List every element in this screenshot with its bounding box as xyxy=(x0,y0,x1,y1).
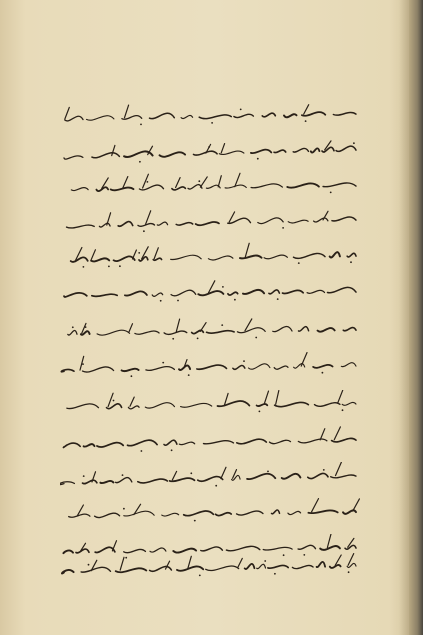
ink-dot xyxy=(177,300,179,302)
ink-stroke xyxy=(124,511,154,516)
ink-stroke xyxy=(332,217,356,221)
ink-stroke xyxy=(100,481,113,483)
ink-dot xyxy=(257,158,259,160)
ink-dot xyxy=(190,472,192,474)
ink-stroke xyxy=(269,290,280,294)
ink-ascender xyxy=(336,462,342,476)
ink-dot xyxy=(353,142,355,144)
ink-dot xyxy=(143,230,145,232)
ink-dot xyxy=(72,326,74,328)
ink-dot xyxy=(259,411,261,413)
ink-ascender xyxy=(176,319,179,332)
ink-stroke xyxy=(164,331,187,334)
ink-stroke xyxy=(97,330,130,335)
ink-stroke xyxy=(125,291,147,295)
ink-stroke xyxy=(192,330,204,333)
ink-stroke xyxy=(83,480,97,484)
handwriting-strokes xyxy=(60,462,360,492)
ink-stroke xyxy=(315,403,340,407)
ink-dot xyxy=(221,324,223,326)
ink-stroke xyxy=(171,290,196,296)
ink-stroke xyxy=(139,257,148,261)
ink-stroke xyxy=(263,547,292,550)
ink-stroke xyxy=(237,328,265,333)
ink-dot xyxy=(140,124,142,126)
ink-stroke xyxy=(150,113,175,118)
ink-ascender xyxy=(154,248,158,259)
ink-stroke xyxy=(162,513,179,516)
ink-dot xyxy=(122,474,124,476)
ink-ascender xyxy=(123,177,128,189)
ink-ascender xyxy=(130,397,134,406)
ink-ascender xyxy=(301,353,307,367)
ink-stroke xyxy=(302,112,325,116)
ink-stroke xyxy=(331,475,356,478)
ink-stroke xyxy=(317,562,326,567)
ink-stroke xyxy=(237,439,266,444)
ink-ascender xyxy=(120,557,124,570)
ink-ascender xyxy=(245,243,249,257)
ink-stroke xyxy=(273,327,292,332)
ink-dot xyxy=(85,326,87,328)
ink-ascender xyxy=(218,176,221,187)
ink-stroke xyxy=(318,328,335,332)
ink-stroke xyxy=(95,513,120,517)
ink-stroke xyxy=(219,151,244,154)
ink-dot xyxy=(323,469,325,471)
book-spine xyxy=(409,0,423,635)
ink-stroke xyxy=(322,147,334,152)
ink-dot xyxy=(88,564,90,566)
ink-stroke xyxy=(270,440,291,443)
ink-stroke xyxy=(343,510,356,514)
ink-ascender xyxy=(264,391,268,404)
ink-stroke xyxy=(262,113,275,117)
ink-ascender xyxy=(335,555,341,566)
ink-stroke xyxy=(84,444,95,447)
ink-stroke xyxy=(245,564,255,569)
ink-ascender xyxy=(176,178,181,188)
ink-dot xyxy=(138,252,140,254)
ink-stroke xyxy=(249,364,270,369)
ink-ascender xyxy=(188,556,192,568)
ink-stroke xyxy=(333,113,356,116)
ink-stroke xyxy=(146,367,175,371)
ink-dot xyxy=(160,300,162,302)
ink-dot xyxy=(342,409,344,411)
ink-dot xyxy=(243,360,245,362)
ink-ascender xyxy=(353,499,360,511)
ink-stroke xyxy=(145,403,174,408)
ink-ascender xyxy=(91,250,95,260)
ink-ascender xyxy=(146,211,151,224)
ink-stroke xyxy=(99,223,110,227)
ink-stroke xyxy=(240,256,262,259)
ink-stroke xyxy=(298,545,315,549)
ink-stroke xyxy=(233,365,245,369)
ink-ascender xyxy=(320,429,325,440)
ink-stroke xyxy=(68,330,77,335)
ink-stroke xyxy=(171,255,202,259)
ink-stroke xyxy=(69,514,90,517)
ink-ascender xyxy=(334,427,340,440)
ink-stroke xyxy=(92,153,120,158)
ink-stroke xyxy=(208,256,233,260)
ink-ascender xyxy=(338,390,343,403)
ink-dot xyxy=(234,299,236,301)
ink-dot xyxy=(171,449,173,451)
ink-dot xyxy=(298,262,300,264)
ink-stroke xyxy=(114,256,135,261)
ink-stroke xyxy=(247,474,275,479)
handwriting-strokes xyxy=(60,390,360,420)
handwriting-strokes xyxy=(60,352,360,382)
ink-stroke xyxy=(294,364,305,369)
ink-stroke xyxy=(293,148,308,152)
handwriting-strokes xyxy=(60,498,360,528)
ink-dot xyxy=(240,109,242,111)
ink-stroke xyxy=(342,402,356,405)
ink-stroke xyxy=(67,225,95,228)
handwriting-strokes xyxy=(60,136,360,166)
manuscript-line xyxy=(60,426,360,456)
ink-stroke xyxy=(196,222,219,225)
ink-dot xyxy=(350,261,352,263)
ink-stroke xyxy=(138,479,168,483)
ink-stroke xyxy=(188,185,202,189)
ink-stroke xyxy=(284,114,297,117)
ink-stroke xyxy=(206,566,239,570)
ink-stroke xyxy=(268,565,288,568)
ink-stroke xyxy=(116,478,132,483)
ink-stroke xyxy=(328,287,357,292)
ink-ascender xyxy=(312,499,319,512)
ink-stroke xyxy=(111,188,134,191)
ink-stroke xyxy=(308,473,328,478)
ink-ascender xyxy=(327,534,331,548)
ink-dot xyxy=(267,471,269,473)
ink-dot xyxy=(208,146,210,148)
ink-stroke xyxy=(83,367,114,372)
ink-stroke xyxy=(257,564,266,568)
ink-stroke xyxy=(198,291,223,295)
ink-stroke xyxy=(194,151,218,155)
handwriting-strokes xyxy=(60,278,360,308)
ink-stroke xyxy=(298,439,327,443)
ink-stroke xyxy=(251,184,282,188)
gutter-shadow xyxy=(399,0,409,635)
ink-dot xyxy=(282,227,284,229)
ink-stroke xyxy=(226,546,259,550)
ink-ascender xyxy=(221,144,224,153)
ink-dot xyxy=(274,573,276,575)
ink-stroke xyxy=(87,116,114,121)
ink-dot xyxy=(83,266,85,268)
handwriting-strokes xyxy=(60,316,360,346)
ink-stroke xyxy=(160,152,186,156)
ink-dot xyxy=(131,375,133,377)
ink-stroke xyxy=(181,403,212,407)
ink-stroke xyxy=(237,511,263,515)
ink-dot xyxy=(119,265,121,267)
ink-stroke xyxy=(288,511,301,514)
ink-stroke xyxy=(228,292,238,295)
ink-stroke xyxy=(67,404,99,409)
ink-stroke xyxy=(299,327,309,332)
ink-stroke xyxy=(97,443,123,447)
ink-dot xyxy=(123,508,125,510)
manuscript-line xyxy=(60,498,360,528)
ink-stroke xyxy=(64,156,83,159)
ink-stroke xyxy=(294,253,326,258)
manuscript-line xyxy=(60,552,360,582)
ink-dot xyxy=(147,181,149,183)
ink-stroke xyxy=(308,510,337,513)
ink-ascender xyxy=(245,319,252,331)
ink-stroke xyxy=(164,440,177,445)
ink-dot xyxy=(277,298,279,300)
handwriting-strokes xyxy=(60,552,360,582)
ink-stroke xyxy=(323,183,356,187)
manuscript-line xyxy=(60,100,360,130)
ink-ascender xyxy=(129,324,133,333)
ink-stroke xyxy=(181,115,193,118)
ink-stroke xyxy=(198,477,223,482)
ink-dot xyxy=(211,122,213,124)
ink-stroke xyxy=(258,218,283,224)
ink-stroke xyxy=(272,510,280,514)
ink-ascender xyxy=(133,250,137,259)
ink-dot xyxy=(322,372,324,374)
ink-stroke xyxy=(81,567,110,572)
ink-ascender xyxy=(80,356,84,370)
manuscript-line xyxy=(60,390,360,420)
ink-stroke xyxy=(150,566,172,571)
ink-stroke xyxy=(345,545,356,549)
ink-ascender xyxy=(112,145,115,155)
ink-dot xyxy=(222,286,224,288)
ink-stroke xyxy=(307,290,324,293)
ink-stroke xyxy=(135,331,159,334)
manuscript-line xyxy=(60,462,360,492)
ink-stroke xyxy=(184,511,214,516)
ink-stroke xyxy=(152,293,163,296)
ink-dot xyxy=(199,575,201,577)
ink-ascender xyxy=(65,107,69,119)
ink-stroke xyxy=(282,474,301,479)
ink-dot xyxy=(113,400,115,402)
ink-ascender xyxy=(225,393,229,405)
ink-stroke xyxy=(122,369,139,371)
ink-stroke xyxy=(314,218,328,222)
ink-stroke xyxy=(341,363,356,367)
handwritten-text-block xyxy=(60,100,360,570)
ink-dot xyxy=(194,520,196,522)
ink-dot xyxy=(264,560,266,562)
ink-stroke xyxy=(157,222,167,225)
ink-stroke xyxy=(243,290,264,294)
ink-stroke xyxy=(64,293,87,297)
ink-stroke xyxy=(274,150,286,153)
manuscript-line xyxy=(60,206,360,236)
ink-stroke xyxy=(65,116,83,121)
ink-ascender xyxy=(108,393,113,406)
ink-stroke xyxy=(288,220,308,223)
ink-ascender xyxy=(125,105,129,118)
ink-stroke xyxy=(311,148,320,152)
handwriting-strokes xyxy=(60,242,360,272)
ink-dot xyxy=(348,571,350,573)
ink-stroke xyxy=(60,482,74,485)
handwriting-strokes xyxy=(60,206,360,236)
ink-stroke xyxy=(128,440,158,446)
ink-stroke xyxy=(179,442,194,445)
ink-dot xyxy=(305,120,307,122)
ink-dot xyxy=(108,266,110,268)
ink-ascender xyxy=(200,323,206,332)
ink-stroke xyxy=(320,546,340,550)
ink-stroke xyxy=(234,114,254,117)
handwriting-strokes xyxy=(60,172,360,202)
ink-stroke xyxy=(71,188,88,191)
ink-stroke xyxy=(176,223,193,226)
ink-stroke xyxy=(118,222,133,227)
ink-stroke xyxy=(274,366,288,369)
manuscript-line xyxy=(60,172,360,202)
ink-stroke xyxy=(343,328,356,331)
manuscript-line xyxy=(60,136,360,166)
ink-stroke xyxy=(172,187,186,190)
ink-stroke xyxy=(336,146,356,151)
ink-stroke xyxy=(177,566,203,570)
ink-stroke xyxy=(201,547,223,551)
ink-stroke xyxy=(283,290,304,293)
ink-ascender xyxy=(221,467,226,478)
ink-stroke xyxy=(292,565,313,568)
ink-stroke xyxy=(287,183,319,187)
handwriting-strokes xyxy=(60,426,360,456)
ink-stroke xyxy=(257,404,268,406)
manuscript-line xyxy=(60,278,360,308)
manuscript-line xyxy=(60,242,360,272)
ink-stroke xyxy=(330,252,340,257)
ink-dot xyxy=(330,192,332,194)
ink-ascender xyxy=(229,212,235,222)
ink-stroke xyxy=(313,365,333,368)
ink-ascender xyxy=(304,105,309,114)
ink-dot xyxy=(141,450,143,452)
ink-dot xyxy=(172,338,174,340)
ink-stroke xyxy=(199,115,231,119)
ink-stroke xyxy=(275,402,309,406)
ink-stroke xyxy=(251,150,271,154)
manuscript-line xyxy=(60,316,360,346)
ink-stroke xyxy=(207,331,235,334)
ink-stroke xyxy=(347,253,356,257)
ink-dot xyxy=(255,337,257,339)
ink-stroke xyxy=(63,443,80,447)
ink-stroke xyxy=(71,257,88,262)
ink-ascender xyxy=(200,177,207,187)
ink-ascender xyxy=(112,541,116,551)
ink-stroke xyxy=(61,370,74,372)
ink-dot xyxy=(198,180,200,182)
ink-stroke xyxy=(218,401,250,406)
ink-dot xyxy=(83,475,85,477)
ink-dot xyxy=(162,362,164,364)
ink-ascender xyxy=(238,558,243,567)
ink-stroke xyxy=(204,441,234,444)
ink-ascender xyxy=(172,471,176,479)
ink-stroke xyxy=(62,570,74,574)
ink-stroke xyxy=(92,294,117,296)
ink-stroke xyxy=(216,513,232,516)
ink-stroke xyxy=(91,258,109,261)
ink-stroke xyxy=(197,365,227,369)
ink-ascender xyxy=(276,391,279,405)
handwriting-strokes xyxy=(60,100,360,130)
ink-dot xyxy=(215,485,217,487)
ink-dot xyxy=(139,161,141,163)
manuscript-line xyxy=(60,352,360,382)
ink-dot xyxy=(188,374,190,376)
ink-stroke xyxy=(264,255,287,259)
ink-dot xyxy=(197,338,199,340)
